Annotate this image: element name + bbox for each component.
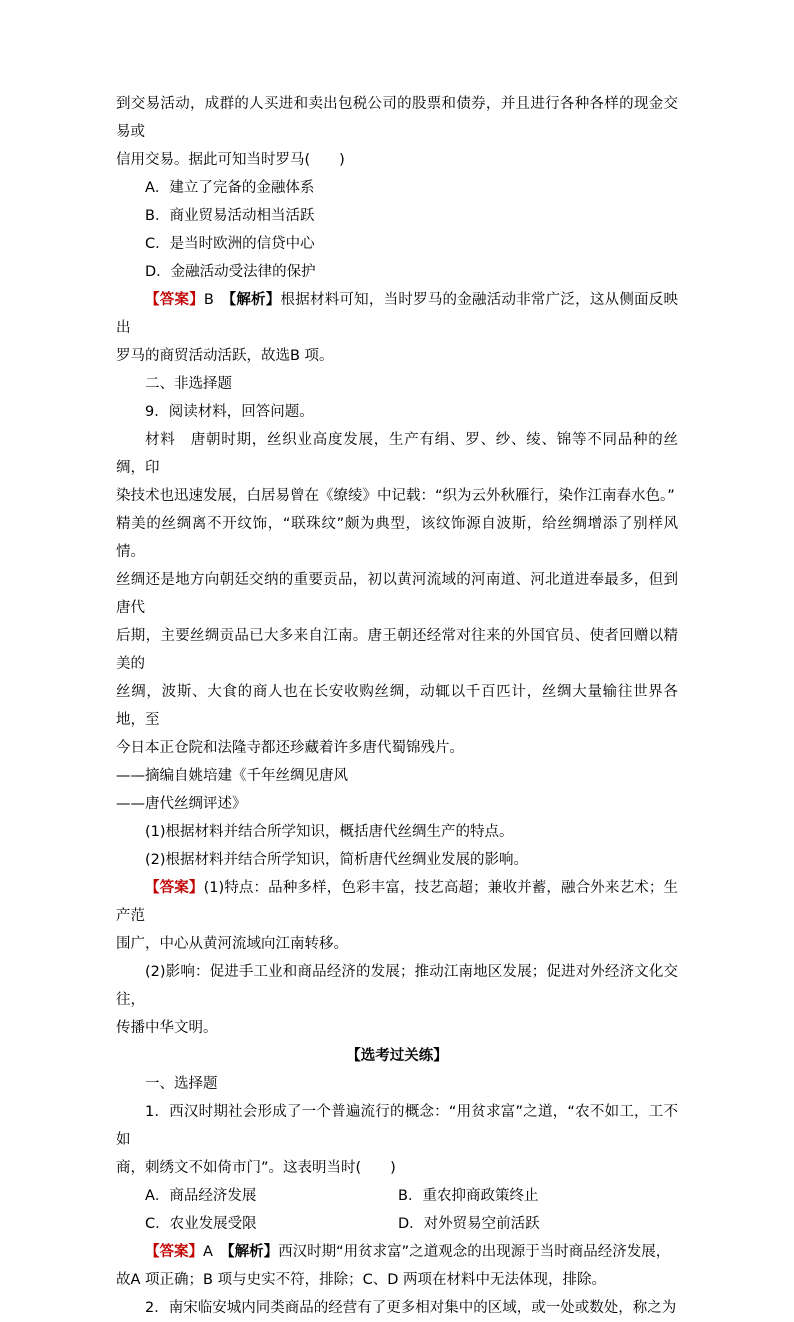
pq1-option-b: B．重农抑商政策终止 (398, 1188, 539, 1204)
practice-section-choice: 一、选择题 (145, 1076, 218, 1092)
q8-stem-line-2: 信用交易。据此可知当时罗马( ) (116, 152, 345, 168)
analysis-tag: 【解析】 (227, 1244, 279, 1260)
q9-material-line-7: 今日本正仓院和法隆寺都还珍藏着许多唐代蜀锦残片。 (116, 740, 464, 756)
q8-answer (116, 286, 678, 342)
q9-source-line-1: ——摘编自姚培建《千年丝绸见唐风 (116, 768, 348, 784)
q9-material-line-5: 后期，主要丝绸贡品已大多来自江南。唐王朝还经常对往来的外国官员、使者回赠以精美的 (116, 628, 678, 672)
q8-option-d: D．金融活动受法律的保护 (145, 264, 316, 280)
answer-tag: 【答案】 (145, 292, 204, 308)
pq2-stem-line-1: 2．南宋临安城内同类商品的经营有了更多相对集中的区域，或一处或数处，称之为 (145, 1300, 677, 1316)
answer-text: (1)特点：品种多样，色彩丰富，技艺高超；兼收并蓄，融合外来艺术；生产范 (116, 880, 679, 924)
q9-answer-1 (116, 874, 678, 930)
q9-sub-question-2: (2)根据材料并结合所学知识，简析唐代丝绸业发展的影响。 (145, 852, 529, 868)
answer-tag: 【答案】 (145, 1244, 203, 1260)
pq1-options-row-1 (116, 1182, 678, 1210)
answer-tag: 【答案】 (145, 880, 204, 896)
q9-material-line-1: 材料 唐朝时期，丝织业高度发展，生产有绢、罗、纱、绫、锦等不同品种的丝绸，印 (116, 432, 678, 476)
q8-option-c: C．是当时欧洲的信贷中心 (145, 236, 315, 252)
analysis-tag: 【解析】 (228, 292, 281, 308)
q8-option-b: B．商业贸易活动相当活跃 (145, 208, 315, 224)
q9-material-line-2: 染技术也迅速发展，白居易曾在《缭绫》中记载：“织为云外秋雁行，染作江南春水色。” (116, 488, 675, 504)
q9-material-line-4: 丝绸还是地方向朝廷交纳的重要贡品，初以黄河流域的河南道、河北道进奉最多，但到唐代 (116, 572, 678, 616)
q9-answer-2-cont: 传播中华文明。 (116, 1020, 218, 1036)
q9-source-line-2: ——唐代丝绸评述》 (116, 796, 247, 812)
q9-stem: 9．阅读材料，回答问题。 (145, 404, 314, 420)
analysis-text: 西汉时期“用贫求富”之道观念的出现源于当时商品经济发展， (278, 1244, 671, 1260)
pq1-answer (116, 1238, 678, 1266)
q9-material-line-3: 精美的丝绸离不开纹饰，“联珠纹”颇为典型，该纹饰源自波斯，给丝绸增添了别样风情。 (116, 516, 678, 560)
q8-analysis-line-2: 罗马的商贸活动活跃，故选B 项。 (116, 348, 334, 364)
q9-answer-1-cont: 围广，中心从黄河流域向江南转移。 (116, 936, 348, 952)
answer-value: B (203, 292, 229, 308)
q8-stem-line-1: 到交易活动，成群的人买进和卖出包税公司的股票和债券，并且进行各种各样的现金交易或 (116, 96, 678, 140)
pq1-option-a: A．商品经济发展 (145, 1188, 257, 1204)
pq1-analysis-line-2: 故A 项正确；B 项与史实不符，排除；C、D 两项在材料中无法体现，排除。 (116, 1272, 606, 1288)
section-heading-non-choice: 二、非选择题 (145, 376, 232, 392)
pq1-option-c: C．农业发展受限 (145, 1216, 257, 1232)
pq1-stem-line-1: 1．西汉时期社会形成了一个普遍流行的概念：“用贫求富”之道，“农不如工，工不如 (116, 1104, 678, 1148)
pq1-stem-line-2: 商，刺绣文不如倚市门”。这表明当时( ) (116, 1160, 396, 1176)
q8-option-a: A．建立了完备的金融体系 (145, 180, 315, 196)
pq1-options-row-2 (116, 1210, 678, 1238)
q9-sub-question-1: (1)根据材料并结合所学知识，概括唐代丝绸生产的特点。 (145, 824, 514, 840)
q9-answer-2: (2)影响：促进手工业和商品经济的发展；推动江南地区发展；促进对外经济文化交往， (116, 964, 678, 1008)
q9-material-line-6: 丝绸，波斯、大食的商人也在长安收购丝绸，动辄以千百匹计，丝绸大量输往世界各地，至 (116, 684, 678, 728)
pq1-option-d: D．对外贸易空前活跃 (398, 1216, 540, 1232)
analysis-text: 根据材料可知，当时罗马的金融活动非常广泛，这从侧面反映出 (116, 292, 679, 336)
practice-heading: 【选考过关练】 (346, 1048, 448, 1064)
answer-value: A (203, 1244, 228, 1260)
